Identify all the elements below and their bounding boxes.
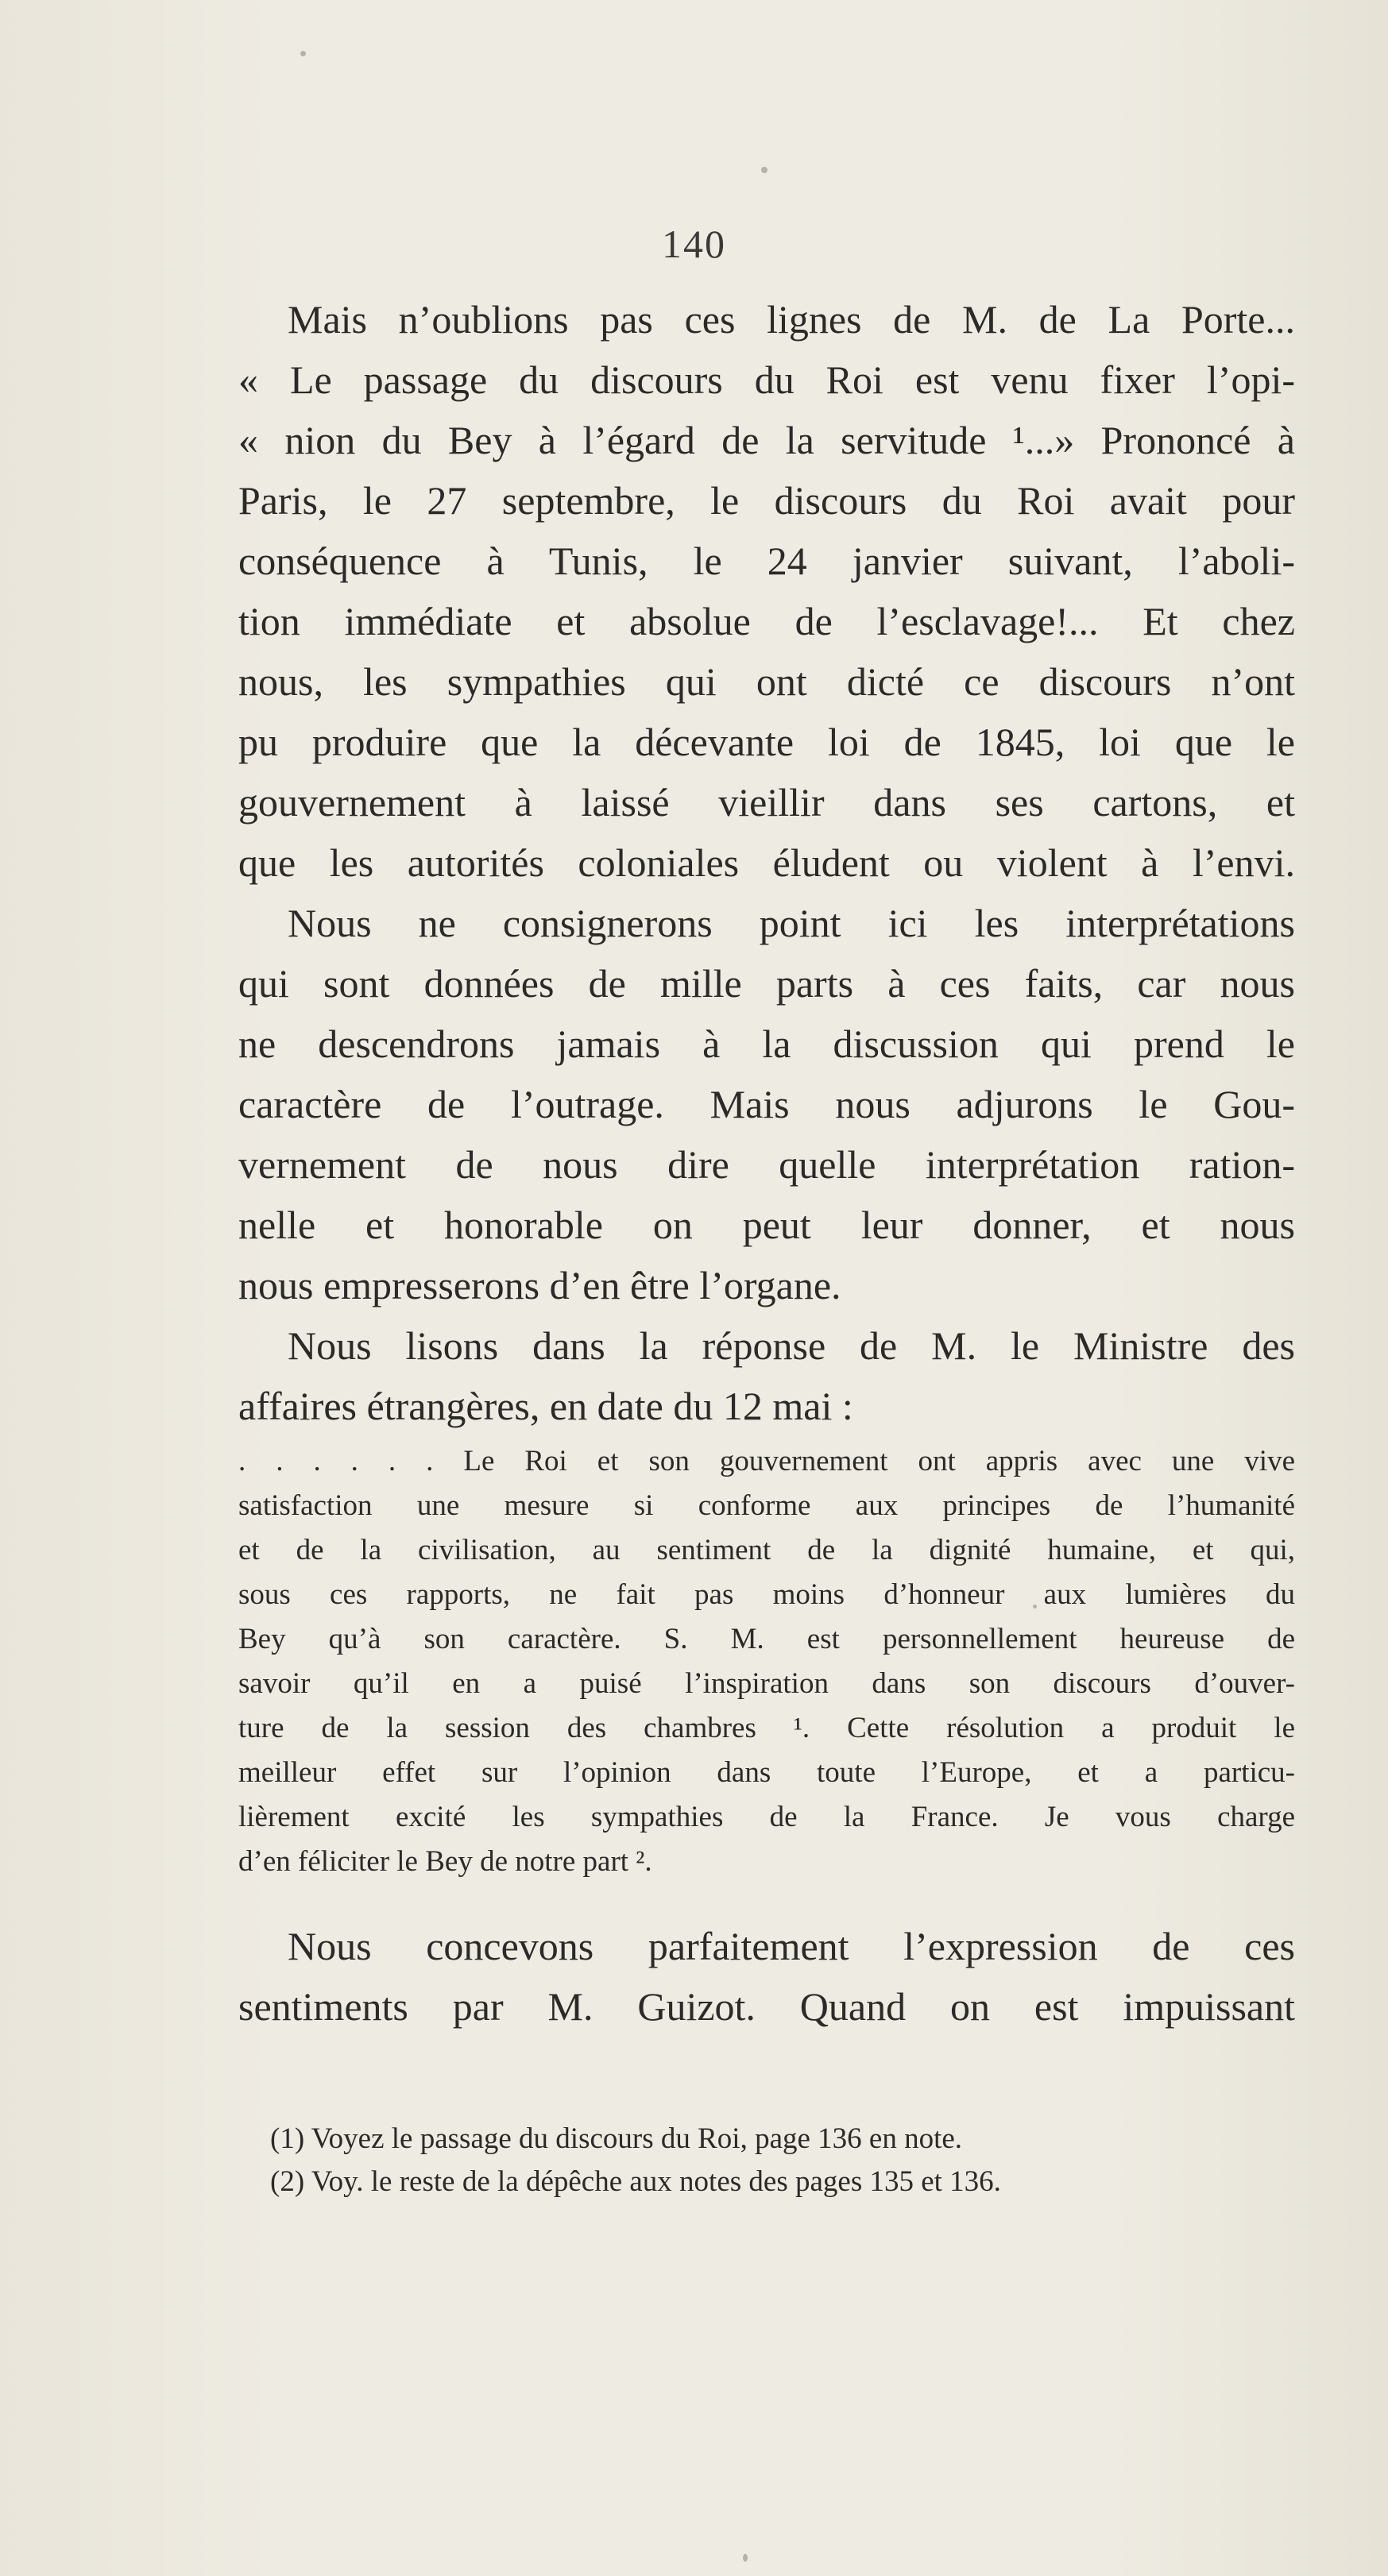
paragraph-2 [238, 893, 1295, 1315]
quote-line: sous ces rapports, ne fait pas moins d’honneur aux lumières du [238, 1578, 1295, 1611]
quote-line: . . . . . . Le Roi et son gouvernement ont appris avec une vive [238, 1445, 1295, 1477]
text-line: sentiments par M. Guizot. Quand on est impuissant [238, 1984, 1295, 2029]
text-line: « nion du Bey à l’égard de la servitude ¹...» Prononcé à [238, 418, 1295, 462]
quote-line: savoir qu’il en a puisé l’inspiration dans son discours d’ouver- [238, 1667, 1295, 1700]
text-line: Nous ne consignerons point ici les interprétations [288, 901, 1295, 945]
paper-speck [743, 2554, 748, 2562]
quote-line: satisfaction une mesure si conforme aux principes de l’humanité [238, 1489, 1295, 1522]
paper-speck [300, 51, 306, 56]
text-line: ne descendrons jamais à la discussion qui prend le [238, 1022, 1295, 1066]
footnote: (2) Voy. le reste de la dépêche aux notes des pages 135 et 136. [270, 2165, 1001, 2198]
text-line: Paris, le 27 septembre, le discours du Roi avait pour [238, 478, 1295, 523]
text-line: nelle et honorable on peut leur donner, et nous [238, 1203, 1295, 1247]
text-line: tion immédiate et absolue de l’esclavage!... Et chez [238, 599, 1295, 643]
text-line: pu produire que la décevante loi de 1845, loi que le [238, 720, 1295, 764]
quote-line: ture de la session des chambres ¹. Cette résolution a produit le [238, 1712, 1295, 1744]
text-line: qui sont données de mille parts à ces faits, car nous [238, 961, 1295, 1006]
text-line: Mais n’oublions pas ces lignes de M. de La Porte... [288, 297, 1295, 342]
paragraph-3 [238, 1315, 1295, 1436]
text-line: gouvernement à laissé vieillir dans ses cartons, et [238, 780, 1295, 825]
quote-line: d’en féliciter le Bey de notre part ². [238, 1845, 652, 1878]
closing-paragraph [238, 1916, 1295, 2037]
text-line: vernement de nous dire quelle interprétation ration- [238, 1142, 1295, 1187]
text-line: Nous lisons dans la réponse de M. le Ministre des [288, 1323, 1295, 1368]
paragraph-1 [238, 289, 1295, 893]
footnote: (1) Voyez le passage du discours du Roi, page 136 en note. [270, 2122, 963, 2155]
text-line: que les autorités coloniales éludent ou violent à l’envi. [238, 840, 1295, 885]
text-line: « Le passage du discours du Roi est venu fixer l’opi- [238, 357, 1295, 402]
paper-speck [761, 167, 767, 173]
text-line: caractère de l’outrage. Mais nous adjurons le Gou- [238, 1082, 1295, 1126]
page-number: 140 [662, 222, 726, 266]
quote-line: meilleur effet sur l’opinion dans toute l’Europe, et a particu- [238, 1756, 1295, 1789]
quoted-dispatch [238, 1439, 1295, 1884]
quote-line: Bey qu’à son caractère. S. M. est personnellement heureuse de [238, 1623, 1295, 1655]
text-line: conséquence à Tunis, le 24 janvier suivant, l’aboli- [238, 539, 1295, 583]
footnotes [238, 2118, 1295, 2203]
text-line: nous empresserons d’en être l’organe. [238, 1263, 841, 1307]
text-line: nous, les sympathies qui ont dicté ce discours n’ont [238, 659, 1295, 704]
text-line: affaires étrangères, en date du 12 mai : [238, 1384, 853, 1428]
text-line: Nous concevons parfaitement l’expression de ces [288, 1924, 1295, 1968]
quote-line: lièrement excité les sympathies de la France. Je vous charge [238, 1801, 1295, 1833]
quote-line: et de la civilisation, au sentiment de la dignité humaine, et qui, [238, 1534, 1295, 1566]
